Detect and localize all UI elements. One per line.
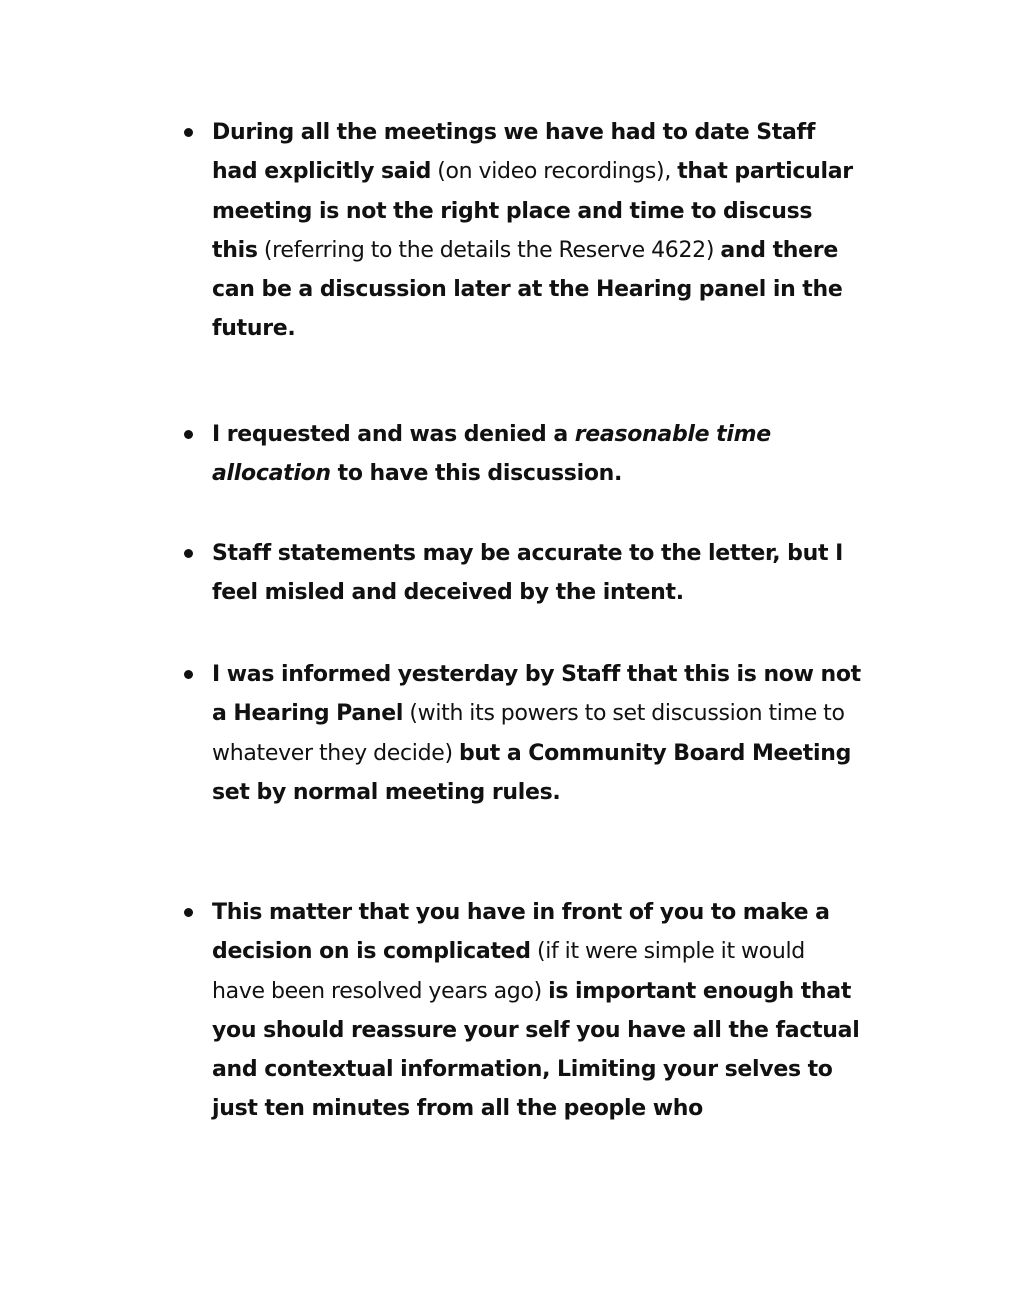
bold-text: This matter that you have in front of you to make a decision on is complicated <box>212 900 830 965</box>
regular-text: (if it were simple it would have been resolved years ago) <box>212 939 805 1004</box>
bullet-item <box>212 655 862 812</box>
bold-italic-text: reasonable time allocation <box>212 422 771 487</box>
bold-text: I requested and was denied a <box>212 422 575 447</box>
bold-text: to have this discussion. <box>330 461 623 487</box>
bullet-item <box>212 415 862 494</box>
bold-text: but a Community Board Meeting set by normal meeting rules. <box>212 740 852 805</box>
bold-text: Staff statements may be accurate to the letter, but I feel misled and deceived by the intent. <box>212 541 843 606</box>
regular-text: (referring to the details the Reserve 4622) <box>257 237 721 263</box>
bold-text: During all the meetings we have had to date Staff had explicitly said <box>212 120 816 185</box>
bullet-dot-icon <box>184 549 193 558</box>
bold-text: I was informed yesterday by Staff that this is now not a Hearing Panel <box>212 662 861 727</box>
bullet-dot-icon <box>184 670 193 679</box>
bullet-item <box>212 893 862 1129</box>
bullet-item <box>212 534 862 613</box>
bullet-dot-icon <box>184 128 193 137</box>
regular-text: (with its powers to set discussion time to whatever they decide) <box>212 701 845 766</box>
bold-text: is important enough that you should reassure your self you have all the factual and contextual information, Limiting your selves to just ten minutes from all the people who <box>212 978 860 1122</box>
bold-text: that particular meeting is not the right place and time to discuss this <box>212 159 853 263</box>
bullet-dot-icon <box>184 908 193 917</box>
regular-text: (on video recordings), <box>431 159 678 185</box>
bold-text: and there can be a discussion later at the Hearing panel in the future. <box>212 237 843 342</box>
bullet-dot-icon <box>184 430 193 439</box>
bullet-item <box>212 113 862 349</box>
